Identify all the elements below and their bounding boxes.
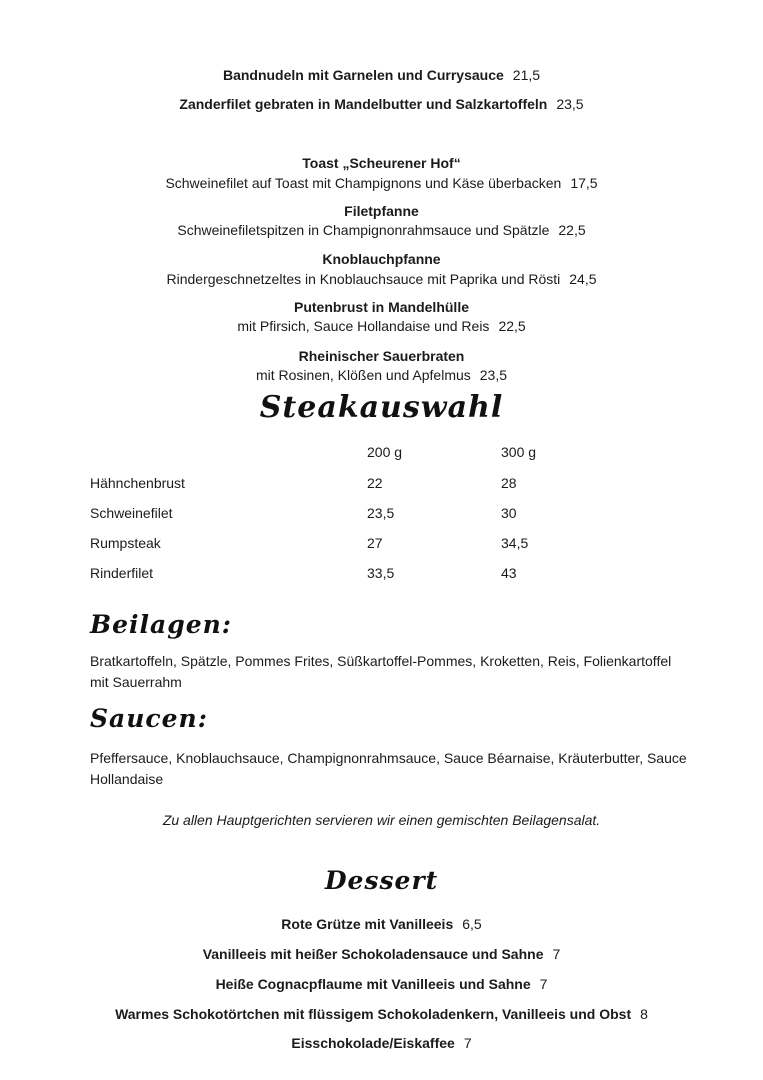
dish-description-text: mit Pfirsich, Sauce Hollandaise und Reis [237,318,490,334]
dessert-name: Vanilleeis mit heißer Schokoladensauce und Sahne [202,946,544,962]
section-heading-sides: Beilagen: [90,610,233,639]
steak-price-300g: 34,5 [501,535,529,551]
column-header-300g: 300 g [501,444,537,460]
steak-price-200g: 27 [367,535,383,551]
section-heading-sauces: Saucen: [90,704,208,733]
dessert-price: 7 [463,1035,472,1051]
steak-table-row [0,533,763,553]
steak-price-300g: 28 [501,475,517,491]
dish-price: 23,5 [479,367,508,383]
dish-description-text: Schweinefilet auf Toast mit Champignons und Käse überbacken [165,175,562,191]
dessert-item [0,1004,763,1024]
sauces-line-1: Pfeffersauce, Knoblauchsauce, Champignonrahmsauce, Sauce Béarnaise, Kräuterbutter, Sauce [90,750,687,766]
sauces-list [90,748,690,790]
dessert-item [0,914,763,934]
steak-name: Hähnchenbrust [90,475,185,491]
dish-name: Toast „Scheurener Hof“ [302,155,461,171]
dish-price: 22,5 [498,318,526,334]
sides-line-2: mit Sauerrahm [90,674,182,690]
dish-description [0,220,763,240]
dish-price: 17,5 [570,175,598,191]
dish-description [0,316,763,336]
dish-name: Zanderfilet gebraten in Mandelbutter und Salzkartoffeln [179,96,548,112]
dish-description [0,269,763,289]
dessert-name: Warmes Schokotörtchen mit flüssigem Schokoladenkern, Vanilleeis und Obst [115,1006,632,1022]
steak-price-300g: 43 [501,565,517,581]
dish-name: Rheinischer Sauerbraten [298,348,465,364]
dish-description-text: Rindergeschnetzeltes in Knoblauchsauce mit Paprika und Rösti [166,271,561,287]
steak-price-200g: 23,5 [367,505,395,521]
dessert-item [0,1033,763,1053]
dessert-price: 8 [640,1006,648,1022]
dish-price: 21,5 [512,67,541,83]
steak-price-200g: 33,5 [367,565,395,581]
side-salad-note: Zu allen Hauptgerichten servieren wir einen gemischten Beilagensalat. [162,812,601,828]
dish-description [0,365,763,385]
sauces-line-2: Hollandaise [90,771,164,787]
dessert-name: Eisschokolade/Eiskaffee [291,1035,455,1051]
dish-price: 23,5 [556,96,584,112]
dish-description-text: mit Rosinen, Klößen und Apfelmus [255,367,471,383]
dish-name: Knoblauchpfanne [322,251,441,267]
dish-name: Bandnudeln mit Garnelen und Currysauce [222,67,504,83]
steak-price-300g: 30 [501,505,517,521]
dessert-price: 7 [539,976,548,992]
dish-description [0,173,763,193]
steak-name: Schweinefilet [90,505,173,521]
steak-table-header [0,442,763,462]
steak-name: Rumpsteak [90,535,161,551]
steak-price-200g: 22 [367,475,383,491]
dessert-item [0,974,763,994]
dish-name: Filetpfanne [344,203,419,219]
steak-name: Rinderfilet [90,565,154,581]
column-header-200g: 200 g [367,444,403,460]
dessert-price: 6,5 [462,916,482,932]
steak-table-row [0,563,763,583]
section-heading-steaks: Steakauswahl [259,390,504,425]
dish-description-text: Schweinefiletspitzen in Champignonrahmsauce und Spätzle [177,222,550,238]
dish-name: Putenbrust in Mandelhülle [293,299,469,315]
steak-table-row [0,473,763,493]
dish-price: 22,5 [558,222,586,238]
dessert-name: Heiße Cognacpflaume mit Vanilleeis und Sahne [215,976,531,992]
dish-price: 24,5 [569,271,597,287]
menu-item [0,65,763,85]
steak-table-row [0,503,763,523]
dessert-price: 7 [552,946,561,962]
sides-list [90,651,690,693]
menu-item [0,94,763,114]
section-heading-dessert: Dessert [324,866,439,895]
dessert-name: Rote Grütze mit Vanilleeis [281,916,454,932]
sides-line-1: Bratkartoffeln, Spätzle, Pommes Frites, Süßkartoffel-Pommes, Kroketten, Reis, Folienkartoffel [90,653,672,669]
dessert-item [0,944,763,964]
